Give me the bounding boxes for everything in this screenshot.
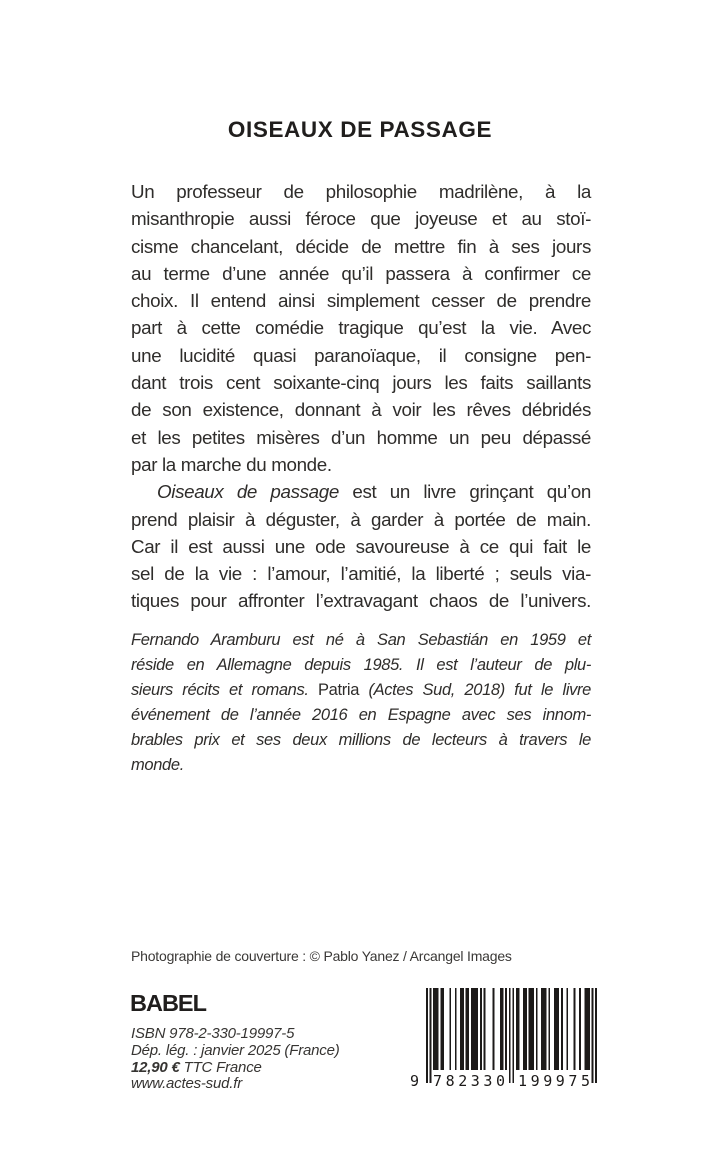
publisher-logo: BABEL [130, 990, 206, 1016]
text-line: Oiseaux de passage est un livre grinçant qu’on [157, 481, 591, 503]
text-line: monde. [131, 756, 184, 774]
text-line: dant trois cent soixante-cinq jours les faits saillants [131, 372, 591, 394]
author-bio [131, 628, 591, 778]
text-line: et les petites misères d’un homme un peu dépassé [131, 426, 591, 448]
price-value: 12,90 € [131, 1058, 180, 1076]
barcode-digits: 782330 [433, 1072, 505, 1088]
text-line: tiques pour affronter l’extravagant chaos de l’univers. [131, 590, 591, 612]
text-line: Fernando Aramburu est né à San Sebastián en 1959 et [131, 631, 591, 649]
isbn-number: ISBN 978-2-330-19997-5 [131, 1025, 295, 1042]
price-suffix: TTC France [179, 1058, 262, 1076]
isbn-block [131, 1026, 340, 1093]
photo-credit: Photographie de couverture : © Pablo Yanez / Arcangel Images [131, 948, 512, 964]
legal-deposit: Dép. lég. : janvier 2025 (France) [131, 1041, 340, 1059]
price-line [131, 1060, 340, 1077]
text-line: réside en Allemagne depuis 1985. Il est l’auteur de plu- [131, 656, 591, 674]
synopsis [131, 178, 591, 615]
text-line: une lucidité quasi paranoïaque, il consigne pen- [131, 344, 591, 366]
text-line: événement de l’année 2016 en Espagne avec ses innom- [131, 706, 591, 724]
text-line: au terme d’une année qu’il passera à confirmer ce [131, 262, 591, 284]
text-line: sel de la vie : l’amour, l’amitié, la liberté ; seuls via- [131, 563, 591, 585]
text-line: par la marche du monde. [131, 453, 332, 475]
barcode-digits: 9 [410, 1072, 420, 1088]
text-line: misanthropie aussi féroce que joyeuse et au stoï- [131, 208, 591, 230]
text-line: de son existence, donnant à voir les rêves débridés [131, 399, 591, 421]
text-line: sieurs récits et romans. Patria (Actes Sud, 2018) fut le livre [131, 681, 592, 699]
text-line: choix. Il entend ainsi simplement cesser de prendre [131, 290, 591, 312]
text-line: brables prix et ses deux millions de lecteurs à travers le [131, 731, 591, 749]
text-line: Car il est aussi une ode savoureuse à ce qui fait le [131, 535, 591, 557]
text-line: cisme chancelant, décide de mettre fin à ses jours [131, 235, 591, 257]
publisher-website: www.actes-sud.fr [131, 1075, 242, 1093]
book-title: OISEAUX DE PASSAGE [227, 117, 493, 142]
text-line: prend plaisir à déguster, à garder à portée de main. [131, 508, 591, 530]
barcode-ean13 [410, 988, 602, 1088]
text-line: part à cette comédie tragique qu’est la vie. Avec [131, 317, 591, 339]
barcode-svg [410, 988, 602, 1088]
barcode-digits: 199975 [518, 1072, 590, 1088]
text-line: Un professeur de philosophie madrilène, à la [131, 181, 591, 202]
